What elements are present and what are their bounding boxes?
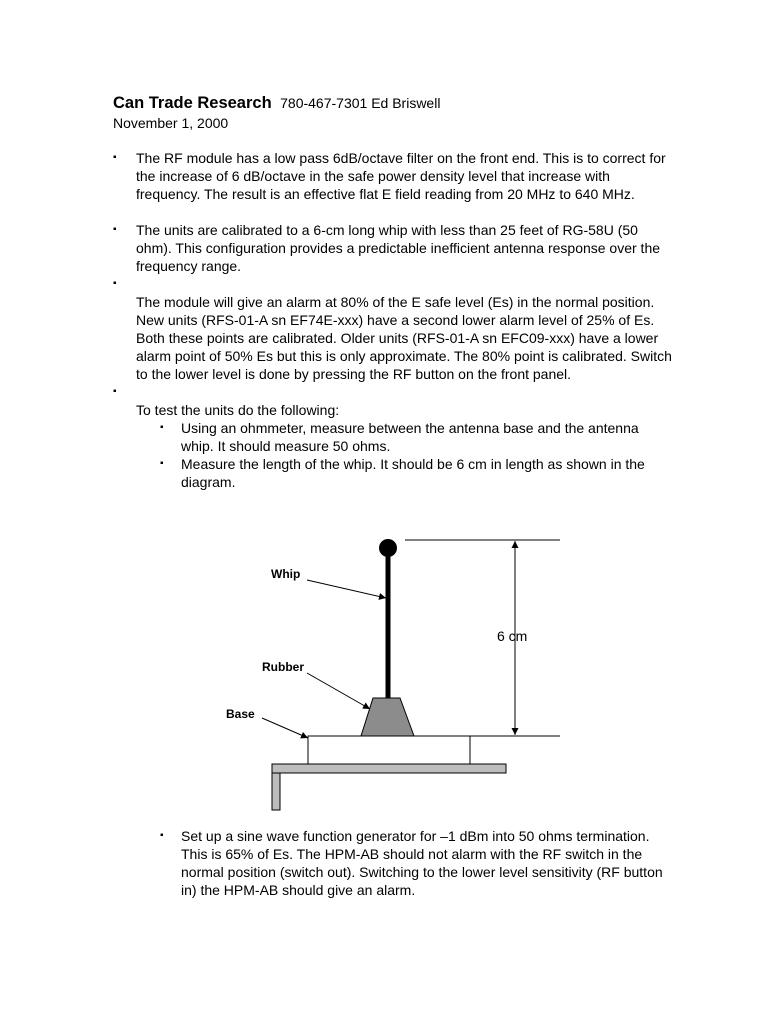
antenna-rubber: [361, 698, 414, 736]
rubber-pointer: [307, 673, 370, 709]
label-rubber: Rubber: [262, 660, 304, 674]
bullet-marker: ▪: [160, 830, 164, 841]
whip-tip: [379, 539, 397, 557]
base-pointer: [262, 718, 308, 738]
bullet-text: To test the units do the following:: [136, 402, 340, 418]
sub-bullet-text: Set up a sine wave function generator for –1 dBm into 50 ohms termination. This is 65% of Es. The HPM-AB should not alarm with the RF switch in the normal position (switch out). Switching to the lower level sensitivity (RF button in) the HPM-AB should give an alarm.: [181, 828, 663, 898]
bullet-marker: ▪: [113, 278, 117, 289]
whip-pointer: [307, 580, 386, 598]
antenna-base: [308, 736, 470, 764]
label-whip: Whip: [271, 567, 301, 581]
sub-bullet-text: Using an ohmmeter, measure between the antenna base and the antenna whip. It should measure 50 ohms.: [181, 420, 639, 454]
sub-bullet-text: Measure the length of the whip. It should be 6 cm in length as shown in the diagram.: [181, 456, 645, 490]
bullet-marker: ▪: [113, 386, 117, 397]
dimension-label: 6 cm: [497, 628, 528, 644]
document-date: November 1, 2000: [113, 115, 229, 131]
bracket-leg: [272, 773, 280, 810]
label-base: Base: [226, 707, 255, 721]
bullet-text: The units are calibrated to a 6-cm long whip with less than 25 feet of RG-58U (50 ohm). This configuration provides a predictable inefficient antenna response over the frequency range.: [136, 222, 661, 274]
sub-bullet-item: [113, 827, 673, 899]
final-section: [113, 827, 673, 899]
bullet-text: The RF module has a low pass 6dB/octave filter on the front end. This is to correct for the increase of 6 dB/octave in the safe power density level that increase with frequency. The result is an effective flat E field reading from 20 MHz to 640 MHz.: [136, 150, 666, 202]
bullet-marker: ▪: [113, 224, 117, 235]
company-name: Can Trade Research: [113, 94, 272, 112]
bullet-marker: ▪: [160, 458, 164, 469]
bullet-marker: ▪: [113, 152, 117, 163]
mounting-bracket: [272, 764, 506, 773]
bullet-text: The module will give an alarm at 80% of the E safe level (Es) in the normal position. New units (RFS-01-A sn EF74E-xxx) have a second lower alarm level of 25% of Es. Both these points are calibrated. Older units (RFS-01-A sn EFC09-xxx) have a lower alarm point of 50% Es but this is only approximate. The 80% point is calibrated. Switch to the lower level is done by pressing the RF button on the front panel.: [136, 294, 672, 382]
bullet-marker: ▪: [160, 422, 164, 433]
contact-info: 780-467-7301 Ed Briswell: [280, 95, 441, 111]
